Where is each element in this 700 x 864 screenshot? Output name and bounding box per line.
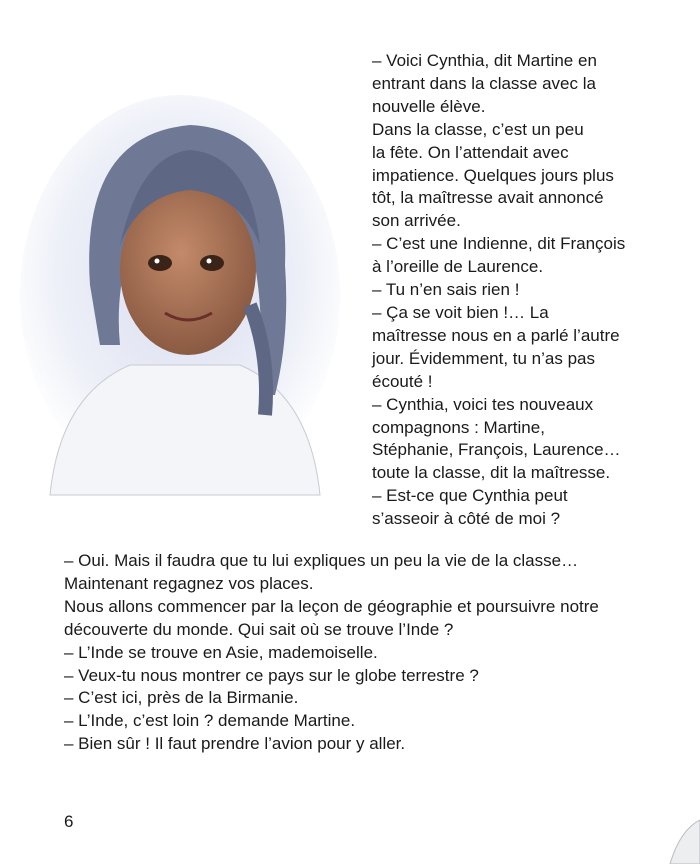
text-line: découverte du monde. Qui sait où se trouve l’Inde ? [64, 619, 454, 639]
text-line: toute la classe, dit la maîtresse. [372, 463, 611, 483]
text-line: à l’oreille de Laurence. [372, 257, 544, 277]
text-line: tôt, la maîtresse avait annoncé [372, 188, 604, 208]
text-line: – L’Inde, c’est loin ? demande Martine. [64, 711, 356, 731]
text-line: – C’est ici, près de la Birmanie. [64, 688, 299, 708]
text-line: – Oui. Mais il faudra que tu lui expliques un peu la vie de la classe… [64, 551, 579, 570]
right-column-text [372, 50, 625, 531]
text-line: compagnons : Martine, [372, 417, 545, 437]
text-line: – Bien sûr ! Il faut prendre l’avion pour y aller. [64, 734, 406, 754]
bottom-text [64, 550, 599, 756]
text-line: nouvelle élève. [372, 96, 486, 116]
text-line: Nous allons commencer par la leçon de géographie et poursuivre notre [64, 596, 599, 616]
text-line: la fête. On l’attendait avec [372, 142, 569, 162]
page-number: 6 [64, 812, 74, 831]
text-line: – C’est une Indienne, dit François [372, 234, 626, 254]
text-line: – Cynthia, voici tes nouveaux [372, 394, 594, 414]
text-line: – L’Inde se trouve en Asie, mademoiselle. [64, 642, 378, 662]
text-line: écouté ! [372, 371, 433, 391]
text-line: s’asseoir à côté de moi ? [372, 509, 561, 529]
portrait-illustration [20, 95, 350, 505]
text-line: – Ça se voit bien !… La [372, 302, 549, 322]
text-line: impatience. Quelques jours plus [372, 165, 614, 185]
text-line: – Tu n’en sais rien ! [372, 280, 520, 300]
text-line: maîtresse nous en a parlé l’autre [372, 325, 620, 345]
text-line: son arrivée. [372, 211, 461, 231]
text-line: – Voici Cynthia, dit Martine en [372, 51, 597, 70]
text-line: Maintenant regagnez vos places. [64, 573, 314, 593]
text-line: – Est-ce que Cynthia peut [372, 486, 568, 506]
globe-illustration-fragment [660, 800, 700, 864]
text-line: – Veux-tu nous montrer ce pays sur le globe terrestre ? [64, 665, 479, 685]
text-line: entrant dans la classe avec la [372, 73, 596, 93]
text-line: Stéphanie, François, Laurence… [372, 440, 621, 460]
text-line: Dans la classe, c’est un peu [372, 119, 584, 139]
text-line: jour. Évidemment, tu n’as pas [372, 348, 596, 368]
